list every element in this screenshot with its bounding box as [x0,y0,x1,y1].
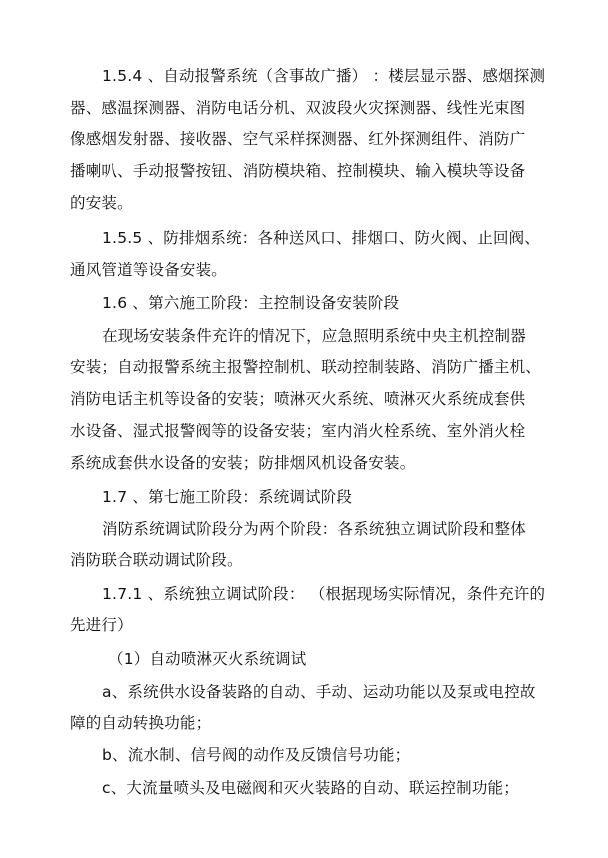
text-line: 安装；自动报警系统主报警控制机、联动控制装路、消防广播主机、 [70,358,542,376]
text-line: c、大流量喷头及电磁阀和灭火装路的自动、联运控制功能； [102,779,519,797]
section-heading: 1.7.1 、系统独立调试阶段： （根据现场实际情况，条件充许的 [102,585,546,603]
text-line: 消防电话主机等设备的安装；喷淋灭火系统、喷淋灭火系统成套供 [70,390,526,408]
text-line: 像感烟发射器、接收器、空气采样探测器、红外探测组件、消防广 [70,130,526,148]
text-line: 的安装。 [70,194,133,212]
text-line: 通风管道等设备安装。 [70,261,228,279]
text-line: b、流水制、信号阀的动作及反馈信号功能； [102,746,411,764]
text-line: 播喇叭、手动报警按钮、消防模块箱、控制模块、输入模块等设备 [70,162,526,180]
text-line: 消防系统调试阶段分为两个阶段：各系统独立调试阶段和整体 [102,520,526,538]
section-heading: 1.7 、第七施工阶段：系统调试阶段 [102,488,353,506]
subsection-heading: （1）自动喷淋灭火系统调试 [108,650,307,668]
text-line: 1.5.5 、防排烟系统：各种送风口、排烟口、防火阀、止回阀、 [102,229,541,247]
text-line: a、系统供水设备装路的自动、手动、运动功能以及泵或电控故 [102,683,536,701]
text-line: 先进行） [70,616,133,634]
text-line: 1.5.4 、自动报警系统（含事故广播） ：楼层显示器、感烟探测 [102,67,546,85]
text-line: 水设备、湿式报警阀等的设备安装；室内消火栓系统、室外消火栓 [70,422,526,440]
text-line: 系统成套供水设备的安装；防排烟风机设备安装。 [70,454,416,472]
text-line: 器、感温探测器、消防电话分机、双波段火灾探测器、线性光束图 [70,99,526,117]
text-line: 在现场安装条件充许的情况下，应急照明系统中央主机控制器 [102,327,526,345]
section-heading: 1.6 、第六施工阶段：主控制设备安装阶段 [102,294,400,312]
text-line: 障的自动转换功能； [70,714,212,732]
text-line: 消防联合联动调试阶段。 [70,551,243,569]
